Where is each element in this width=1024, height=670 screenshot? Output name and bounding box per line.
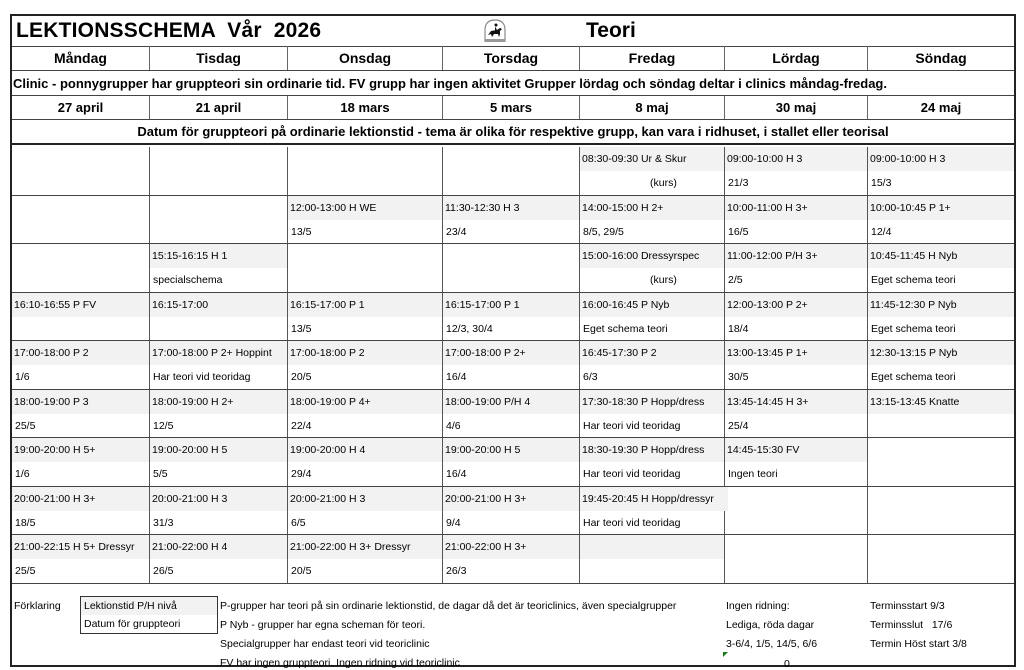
lesson-cell-måndag[interactable]	[12, 244, 150, 292]
lesson-cell-lördag[interactable]	[725, 390, 868, 438]
no-riding-subtitle: Lediga, röda dagar	[726, 619, 815, 631]
legend-note: P Nyb - grupper har egna scheman för teori.	[220, 619, 426, 631]
theory-date: 22/4	[291, 419, 312, 432]
lesson-cell-onsdag[interactable]	[288, 293, 443, 341]
lesson-time-level: 17:00-18:00 P 2	[12, 341, 149, 365]
lesson-time-level: 11:45-12:30 P Nyb	[868, 293, 1014, 317]
lesson-time-level: 16:00-16:45 P Nyb	[580, 293, 724, 317]
footer-legend	[12, 584, 1014, 669]
theory-date: 15/3	[871, 177, 892, 189]
day-header: Tisdag	[150, 46, 288, 70]
theory-date: Har teori vid teoridag	[153, 371, 251, 383]
lesson-time-level: 17:00-18:00 P 2+	[443, 341, 579, 365]
lesson-cell-fredag[interactable]	[580, 293, 725, 341]
lesson-cell-tisdag[interactable]	[150, 147, 288, 195]
lesson-time-level: 18:00-19:00 P 4+	[288, 390, 442, 414]
theory-date	[288, 171, 442, 195]
lesson-time-level: 18:00-19:00 P 3	[12, 390, 149, 414]
lesson-time-level: 13:00-13:45 P 1+	[725, 341, 867, 365]
theory-date: 6/3	[583, 371, 598, 383]
lesson-time-level: 09:00-10:00 H 3	[868, 147, 1014, 171]
theory-date: Har teori vid teoridag	[583, 516, 681, 529]
lesson-cell-tisdag[interactable]	[150, 438, 288, 486]
lesson-time-level: 12:30-13:15 P Nyb	[868, 341, 1014, 365]
lesson-cell-måndag[interactable]	[12, 438, 150, 486]
lesson-cell-söndag[interactable]	[868, 438, 1014, 486]
lesson-time-level: 14:00-15:00 H 2+	[580, 196, 724, 220]
lesson-cell-tisdag[interactable]	[150, 535, 288, 583]
theory-date	[868, 414, 1014, 438]
lesson-cell-onsdag[interactable]	[288, 341, 443, 389]
lesson-time-level	[443, 244, 579, 268]
schedule-row	[12, 147, 1014, 196]
lesson-time-level	[725, 535, 867, 559]
lesson-cell-torsdag[interactable]	[443, 341, 580, 389]
datum-note: Datum för gruppteori på ordinarie lektionstid - tema är olika för respektive grupp, kan vara i ridhuset, i stallet eller teorisal	[137, 124, 889, 139]
legend-box	[80, 596, 218, 634]
lesson-cell-måndag[interactable]	[12, 293, 150, 341]
lesson-cell-fredag[interactable]	[580, 196, 725, 244]
lesson-cell-fredag[interactable]	[580, 341, 725, 389]
term-end: Terminsslut 17/6	[870, 619, 953, 631]
lesson-cell-söndag[interactable]	[868, 390, 1014, 438]
schedule-row	[12, 390, 1014, 439]
theory-date: 12/4	[871, 225, 892, 238]
lesson-cell-torsdag[interactable]	[443, 196, 580, 244]
lesson-time-level	[12, 147, 149, 171]
lesson-time-level: 09:00-10:00 H 3	[725, 147, 867, 171]
lesson-cell-tisdag[interactable]	[150, 244, 288, 292]
lesson-time-level: 15:15-16:15 H 1	[150, 244, 287, 268]
theory-date: 25/5	[15, 419, 36, 432]
theory-date: Eget schema teori	[871, 371, 956, 383]
lesson-time-level: 19:00-20:00 H 4	[288, 438, 442, 462]
lesson-cell-onsdag[interactable]	[288, 147, 443, 195]
clinic-date: 18 mars	[288, 96, 443, 119]
lesson-time-level: 11:30-12:30 H 3	[443, 196, 579, 220]
schedule-row	[12, 244, 1014, 293]
lesson-cell-lördag[interactable]	[725, 341, 868, 389]
lesson-time-level: 10:00-10:45 P 1+	[868, 196, 1014, 220]
clinic-date: 8 maj	[580, 96, 725, 119]
lesson-cell-lördag[interactable]	[725, 535, 868, 583]
theory-date: 26/5	[153, 565, 174, 577]
lesson-time-level: 20:00-21:00 H 3+	[12, 487, 149, 511]
lesson-cell-lördag[interactable]	[725, 293, 868, 341]
legend-box-line1: Lektionstid P/H nivå	[81, 597, 217, 615]
theory-date	[150, 317, 287, 341]
lesson-cell-fredag[interactable]	[580, 535, 725, 583]
lesson-cell-tisdag[interactable]	[150, 487, 288, 535]
lesson-time-level	[288, 147, 442, 171]
theory-date: 21/3	[728, 177, 749, 189]
theory-date: 8/5, 29/5	[583, 225, 624, 238]
lesson-time-level: 14:45-15:30 FV	[725, 438, 867, 462]
datum-note-row	[12, 120, 1014, 145]
lesson-time-level	[12, 244, 149, 268]
lesson-cell-torsdag[interactable]	[443, 438, 580, 486]
lesson-cell-söndag[interactable]	[868, 196, 1014, 244]
lesson-cell-måndag[interactable]	[12, 147, 150, 195]
schedule-row	[12, 293, 1014, 342]
legend-note: P-grupper har teori på sin ordinarie lektionstid, de dagar då det är teoriclinics, även specialgrupper	[220, 600, 677, 612]
schedule-sheet	[10, 14, 1016, 670]
theory-date: Har teori vid teoridag	[583, 468, 681, 480]
theory-date: Ingen teori	[728, 468, 778, 480]
schedule-row	[12, 535, 1014, 584]
lesson-cell-onsdag[interactable]	[288, 438, 443, 486]
schedule-row	[12, 438, 1014, 487]
theory-date	[12, 268, 149, 292]
theory-date: 6/5	[291, 516, 306, 529]
cell-comment-marker-icon	[723, 652, 728, 657]
theory-date: 23/4	[446, 225, 467, 238]
theory-date: 16/4	[446, 468, 467, 480]
zero-value: 0	[784, 658, 790, 670]
no-riding-title: Ingen ridning:	[726, 600, 790, 612]
theory-date: 1/6	[15, 371, 30, 383]
lesson-time-level: 20:00-21:00 H 3+	[443, 487, 579, 511]
term-start: Terminsstart 9/3	[870, 600, 945, 612]
lesson-cell-onsdag[interactable]	[288, 487, 443, 535]
theory-date: 20/5	[291, 565, 312, 577]
theory-date	[150, 171, 287, 195]
lesson-cell-fredag[interactable]	[580, 438, 725, 486]
lesson-time-level: 10:45-11:45 H Nyb	[868, 244, 1014, 268]
lesson-cell-söndag[interactable]	[868, 487, 1014, 535]
lesson-time-level: 19:00-20:00 H 5+	[12, 438, 149, 462]
theory-date: 16/4	[446, 371, 467, 383]
lesson-time-level: 19:00-20:00 H 5	[443, 438, 579, 462]
lesson-time-level: 21:00-22:00 H 3+	[443, 535, 579, 559]
autumn-term-start: Termin Höst start 3/8	[870, 638, 967, 650]
theory-date: 26/3	[446, 565, 467, 577]
no-riding-dates: 3-6/4, 1/5, 14/5, 6/6	[726, 638, 818, 650]
page-subtitle: Teori	[586, 19, 636, 42]
lesson-cell-fredag[interactable]	[580, 487, 725, 535]
day-header: Fredag	[580, 46, 725, 70]
lesson-time-level	[580, 535, 724, 559]
theory-date	[868, 511, 1014, 535]
lesson-cell-torsdag[interactable]	[443, 487, 580, 535]
lesson-time-level: 16:15-17:00	[150, 293, 287, 317]
schedule-row	[12, 196, 1014, 245]
lesson-cell-fredag[interactable]	[580, 390, 725, 438]
lesson-time-level: 16:15-17:00 P 1	[288, 293, 442, 317]
lesson-cell-måndag[interactable]	[12, 535, 150, 583]
lesson-cell-torsdag[interactable]	[443, 535, 580, 583]
legend-note: FV har ingen gruppteori. Ingen ridning vid teoriclinic	[220, 657, 460, 669]
lesson-cell-tisdag[interactable]	[150, 196, 288, 244]
schedule-row	[12, 341, 1014, 390]
lesson-cell-torsdag[interactable]	[443, 147, 580, 195]
lesson-time-level: 10:00-11:00 H 3+	[725, 196, 867, 220]
weekday-header-row	[12, 46, 1014, 71]
lesson-time-level: 18:30-19:30 P Hopp/dress	[580, 438, 724, 462]
lesson-time-level	[150, 147, 287, 171]
lesson-time-level: 16:45-17:30 P 2	[580, 341, 724, 365]
lesson-cell-onsdag[interactable]	[288, 390, 443, 438]
lesson-cell-måndag[interactable]	[12, 196, 150, 244]
theory-date: 13/5	[291, 322, 312, 335]
theory-date: Har teori vid teoridag	[583, 419, 681, 432]
lesson-time-level	[868, 487, 1014, 511]
clinic-date: 21 april	[150, 96, 288, 119]
theory-date	[443, 268, 579, 292]
theory-date: 5/5	[153, 468, 168, 480]
lesson-time-level: 19:45-20:45 H Hopp/dressyr	[580, 487, 728, 511]
clinic-dates-row	[12, 96, 1014, 120]
lesson-time-level	[868, 535, 1014, 559]
theory-date: 1/6	[15, 468, 30, 480]
theory-date: Eget schema teori	[871, 274, 956, 286]
theory-date	[150, 220, 287, 244]
theory-date: 18/4	[728, 322, 749, 335]
lesson-cell-söndag[interactable]	[868, 535, 1014, 583]
theory-date: 2/5	[728, 274, 743, 286]
theory-date	[725, 559, 867, 583]
lesson-cell-onsdag[interactable]	[288, 244, 443, 292]
lesson-cell-torsdag[interactable]	[443, 390, 580, 438]
clinic-date: 30 maj	[725, 96, 868, 119]
lesson-time-level	[150, 196, 287, 220]
lesson-cell-onsdag[interactable]	[288, 196, 443, 244]
title-row	[12, 16, 1014, 47]
theory-date: (kurs)	[650, 274, 677, 286]
lesson-time-level	[443, 147, 579, 171]
lesson-time-level: 17:00-18:00 P 2+ Hoppint	[150, 341, 287, 365]
horse-rider-logo-icon	[482, 18, 508, 44]
lesson-cell-lördag[interactable]	[725, 244, 868, 292]
lesson-cell-torsdag[interactable]	[443, 244, 580, 292]
lesson-time-level: 21:00-22:00 H 4	[150, 535, 287, 559]
theory-date: 9/4	[446, 516, 461, 529]
clinic-note-row	[12, 71, 1014, 96]
theory-date: 25/5	[15, 565, 36, 577]
lesson-cell-onsdag[interactable]	[288, 535, 443, 583]
theory-date	[580, 559, 724, 583]
theory-date	[868, 462, 1014, 486]
lesson-time-level: 08:30-09:30 Ur & Skur	[580, 147, 724, 171]
theory-date: 31/3	[153, 516, 174, 529]
lesson-cell-måndag[interactable]	[12, 487, 150, 535]
theory-date: 25/4	[728, 419, 749, 432]
lesson-time-level: 17:00-18:00 P 2	[288, 341, 442, 365]
lesson-time-level: 21:00-22:00 H 3+ Dressyr	[288, 535, 442, 559]
lesson-time-level: 18:00-19:00 H 2+	[150, 390, 287, 414]
clinic-date: 27 april	[12, 96, 150, 119]
day-header: Söndag	[915, 50, 967, 66]
theory-date: 20/5	[291, 371, 312, 383]
theory-date: 12/5	[153, 419, 174, 432]
theory-date	[12, 317, 149, 341]
theory-date	[443, 171, 579, 195]
clinic-date: 24 maj	[920, 100, 962, 115]
legend-box-line2: Datum för gruppteori	[84, 618, 181, 630]
lesson-time-level: 20:00-21:00 H 3	[288, 487, 442, 511]
lesson-grid	[12, 147, 1014, 584]
lesson-time-level: 13:15-13:45 Knatte	[868, 390, 1014, 414]
lesson-cell-söndag[interactable]	[868, 293, 1014, 341]
clinic-note: Clinic - ponnygrupper har gruppteori sin ordinarie tid. FV grupp har ingen aktivitet Grupper lördag och söndag deltar i clinics måndag-fredag.	[13, 75, 887, 91]
legend-note: Specialgrupper har endast teori vid teoriclinic	[220, 638, 430, 650]
lesson-cell-lördag[interactable]	[725, 487, 868, 535]
theory-date: 16/5	[728, 225, 749, 238]
lesson-cell-tisdag[interactable]	[150, 293, 288, 341]
lesson-time-level	[288, 244, 442, 268]
theory-date: 18/5	[15, 516, 36, 529]
lesson-cell-torsdag[interactable]	[443, 293, 580, 341]
day-header: Torsdag	[443, 46, 580, 70]
theory-date: 4/6	[446, 419, 461, 432]
theory-date: 12/3, 30/4	[446, 322, 493, 335]
lesson-time-level	[12, 196, 149, 220]
lesson-time-level: 13:45-14:45 H 3+	[725, 390, 867, 414]
lesson-time-level: 11:00-12:00 P/H 3+	[725, 244, 867, 268]
lesson-cell-lördag[interactable]	[725, 196, 868, 244]
lesson-time-level	[725, 487, 867, 511]
theory-date: Eget schema teori	[871, 322, 956, 335]
lesson-time-level: 19:00-20:00 H 5	[150, 438, 287, 462]
theory-date: (kurs)	[650, 177, 677, 189]
theory-date	[868, 559, 1014, 583]
theory-date: 13/5	[291, 225, 312, 238]
theory-date	[288, 268, 442, 292]
theory-date	[12, 171, 149, 195]
theory-date: specialschema	[153, 274, 223, 286]
day-header: Lördag	[725, 46, 868, 70]
lesson-time-level: 12:00-13:00 H WE	[288, 196, 442, 220]
lesson-time-level: 20:00-21:00 H 3	[150, 487, 287, 511]
day-header: Onsdag	[288, 46, 443, 70]
lesson-cell-tisdag[interactable]	[150, 341, 288, 389]
theory-date: Eget schema teori	[583, 322, 668, 335]
lesson-time-level: 17:30-18:30 P Hopp/dress	[580, 390, 724, 414]
lesson-cell-söndag[interactable]	[868, 341, 1014, 389]
lesson-time-level: 15:00-16:00 Dressyrspec	[580, 244, 724, 268]
legend-label: Förklaring	[14, 600, 61, 612]
theory-date: 29/4	[291, 468, 312, 480]
lesson-cell-tisdag[interactable]	[150, 390, 288, 438]
lesson-cell-lördag[interactable]	[725, 438, 868, 486]
lesson-time-level: 21:00-22:15 H 5+ Dressyr	[12, 535, 149, 559]
lesson-cell-fredag[interactable]	[580, 244, 725, 292]
lesson-cell-söndag[interactable]	[868, 244, 1014, 292]
lesson-cell-måndag[interactable]	[12, 341, 150, 389]
theory-date	[725, 511, 867, 535]
theory-date: 30/5	[728, 371, 749, 383]
lesson-time-level	[868, 438, 1014, 462]
lesson-time-level: 16:10-16:55 P FV	[12, 293, 149, 317]
lesson-cell-fredag[interactable]	[580, 147, 725, 195]
day-header: Måndag	[12, 46, 150, 70]
schedule-row	[12, 487, 1014, 536]
clinic-date: 5 mars	[443, 96, 580, 119]
lesson-time-level: 16:15-17:00 P 1	[443, 293, 579, 317]
lesson-time-level: 12:00-13:00 P 2+	[725, 293, 867, 317]
theory-date	[12, 220, 149, 244]
page-title: LEKTIONSSCHEMA Vår 2026	[16, 19, 322, 42]
lesson-cell-måndag[interactable]	[12, 390, 150, 438]
lesson-cell-lördag[interactable]	[725, 147, 868, 195]
lesson-time-level: 18:00-19:00 P/H 4	[443, 390, 579, 414]
lesson-cell-söndag[interactable]	[868, 147, 1014, 195]
